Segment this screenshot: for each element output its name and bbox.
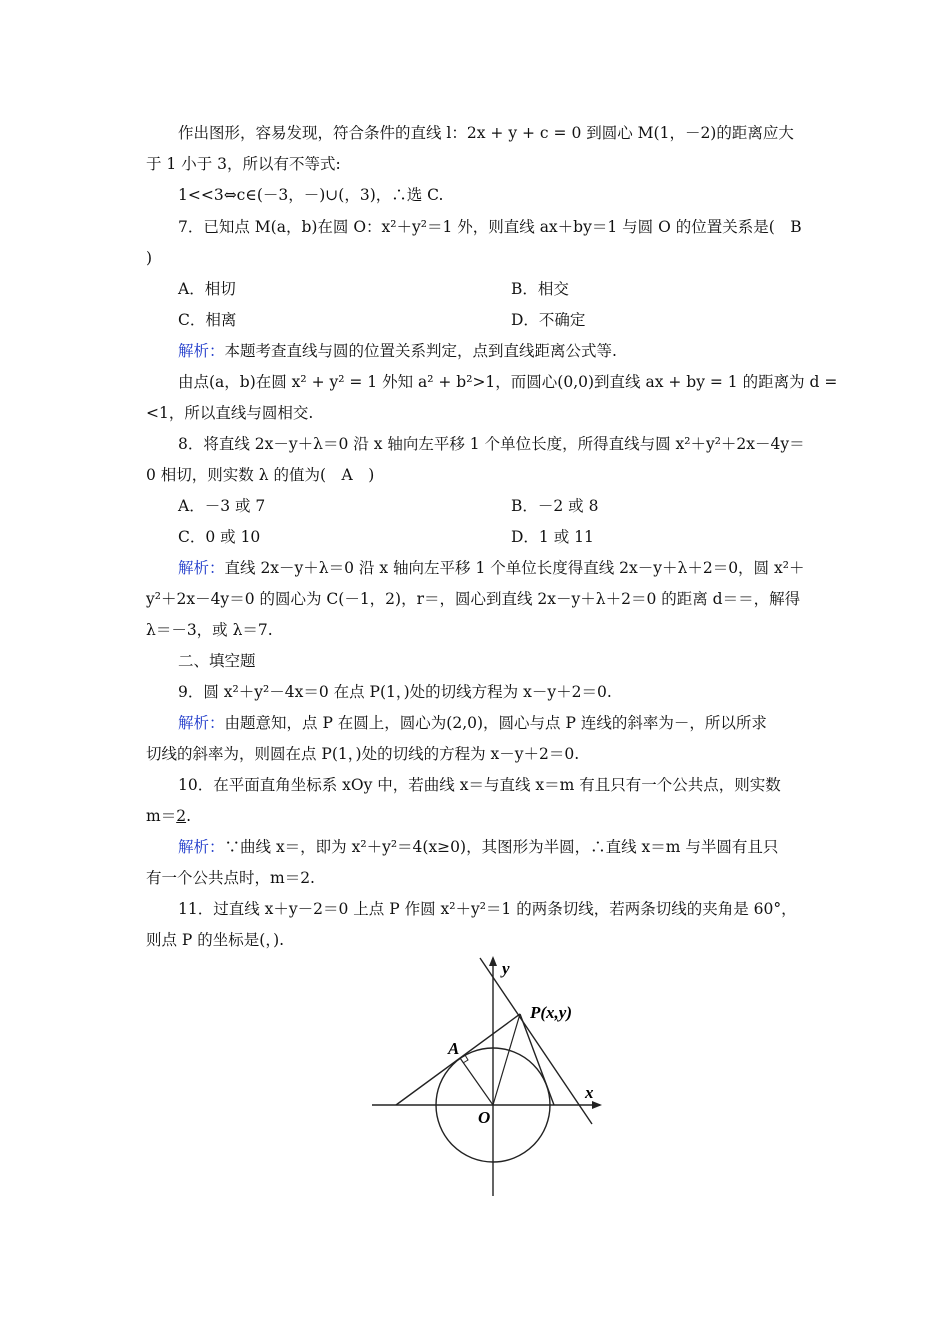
analysis-label: 解析： bbox=[178, 559, 225, 577]
q8-option-b: B．－2 或 8 bbox=[511, 497, 599, 515]
segment-oa bbox=[460, 1058, 493, 1105]
q10-stem-1: 10．在平面直角坐标系 xOy 中，若曲线 x＝与直线 x＝m 有且只有一个公共点，则实数 bbox=[178, 776, 781, 794]
q7-analysis-1 bbox=[178, 340, 838, 362]
q11-stem-1: 11．过直线 x＋y－2＝0 上点 P 作圆 x²＋y²＝1 的两条切线，若两条切线的夹角是 60°， bbox=[178, 900, 797, 918]
line-x-plus-y bbox=[480, 958, 592, 1124]
label-a: A bbox=[448, 1039, 460, 1058]
analysis-text: 直线 2x－y＋λ＝0 沿 x 轴向左平移 1 个单位长度得直线 2x－y＋λ＋2＝0，圆 x²＋ bbox=[224, 559, 805, 577]
section-title: 二、填空题 bbox=[178, 652, 256, 670]
q7-option-d: D．不确定 bbox=[511, 311, 586, 329]
q8-stem-2: 0 相切，则实数 λ 的值为( A ) bbox=[146, 466, 375, 484]
label-p: P(x,y) bbox=[530, 1003, 573, 1022]
q7-analysis-3: <1，所以直线与圆相交. bbox=[146, 404, 314, 422]
q8-option-a: A．－3 或 7 bbox=[178, 497, 266, 515]
q8-option-c: C．0 或 10 bbox=[178, 528, 261, 546]
q8-analysis-3: λ＝－3，或 λ＝7. bbox=[146, 621, 273, 639]
q8-analysis-1 bbox=[178, 557, 838, 579]
text-line-1: 作出图形，容易发现，符合条件的直线 l：2x + y + c = 0 到圆心 M(1，－2)的距离应大 bbox=[178, 124, 794, 142]
q8-stem-1: 8．将直线 2x－y＋λ＝0 沿 x 轴向左平移 1 个单位长度，所得直线与圆 x²＋y²＋2x－4y＝ bbox=[178, 435, 805, 453]
q7-option-c: C．相离 bbox=[178, 311, 237, 329]
q7-stem-end: ) bbox=[146, 249, 153, 267]
q7-option-b: B．相交 bbox=[511, 280, 569, 298]
q7-option-a: A．相切 bbox=[178, 280, 236, 298]
analysis-text: 本题考查直线与圆的位置关系判定，点到直线距离公式等. bbox=[224, 342, 617, 360]
q8-analysis-2: y²＋2x－4y＝0 的圆心为 C(－1，2)，r＝，圆心到直线 2x－y＋λ＋2＝0 的距离 d＝＝，解得 bbox=[146, 590, 801, 608]
q7-analysis-2: 由点(a，b)在圆 x² + y² = 1 外知 a² + b²>1，而圆心(0,0)到直线 ax + by = 1 的距离为 d = bbox=[178, 373, 838, 391]
q7-stem: 7．已知点 M(a，b)在圆 O：x²＋y²＝1 外，则直线 ax＋by＝1 与圆 O 的位置关系是( B bbox=[178, 218, 802, 236]
q10-analysis-2: 有一个公共点时，m＝2. bbox=[146, 869, 315, 887]
label-x: x bbox=[585, 1083, 594, 1102]
analysis-label: 解析： bbox=[178, 714, 225, 732]
tangent-figure bbox=[370, 952, 610, 1198]
q10-analysis-1 bbox=[178, 836, 838, 858]
q8-option-d: D．1 或 11 bbox=[511, 528, 594, 546]
y-axis-arrow bbox=[489, 956, 497, 966]
tangent-left bbox=[396, 1014, 520, 1105]
q10-answer: 2 bbox=[176, 807, 187, 825]
label-y: y bbox=[502, 959, 510, 978]
analysis-text: 由题意知，点 P 在圆上，圆心为(2,0)，圆心与点 P 连线的斜率为－，所以所求 bbox=[224, 714, 767, 732]
text-line-3: 1<<3⇔c∈(－3，－)∪(，3)，∴选 C. bbox=[178, 186, 444, 204]
q10-stem-suffix: . bbox=[186, 807, 192, 825]
q9-stem: 9．圆 x²＋y²－4x＝0 在点 P(1，)处的切线方程为 x－y＋2＝0. bbox=[178, 683, 612, 701]
segment-op bbox=[493, 1014, 520, 1105]
q10-stem-prefix: m＝ bbox=[146, 807, 177, 825]
q9-analysis-2: 切线的斜率为，则圆在点 P(1，)处的切线的方程为 x－y＋2＝0. bbox=[146, 745, 580, 763]
q11-stem-2: 则点 P 的坐标是(，). bbox=[146, 931, 285, 949]
text-line-2: 于 1 小于 3，所以有不等式: bbox=[146, 155, 341, 173]
label-o: O bbox=[478, 1108, 491, 1127]
analysis-label: 解析： bbox=[178, 342, 225, 360]
q9-analysis-1 bbox=[178, 712, 838, 734]
x-axis-arrow bbox=[592, 1101, 602, 1109]
analysis-text: ∵曲线 x＝，即为 x²＋y²＝4(x≥0)，其图形为半圆，∴直线 x＝m 与半圆有且只 bbox=[224, 838, 779, 856]
q10-stem-2 bbox=[146, 805, 806, 827]
analysis-label: 解析： bbox=[178, 838, 225, 856]
